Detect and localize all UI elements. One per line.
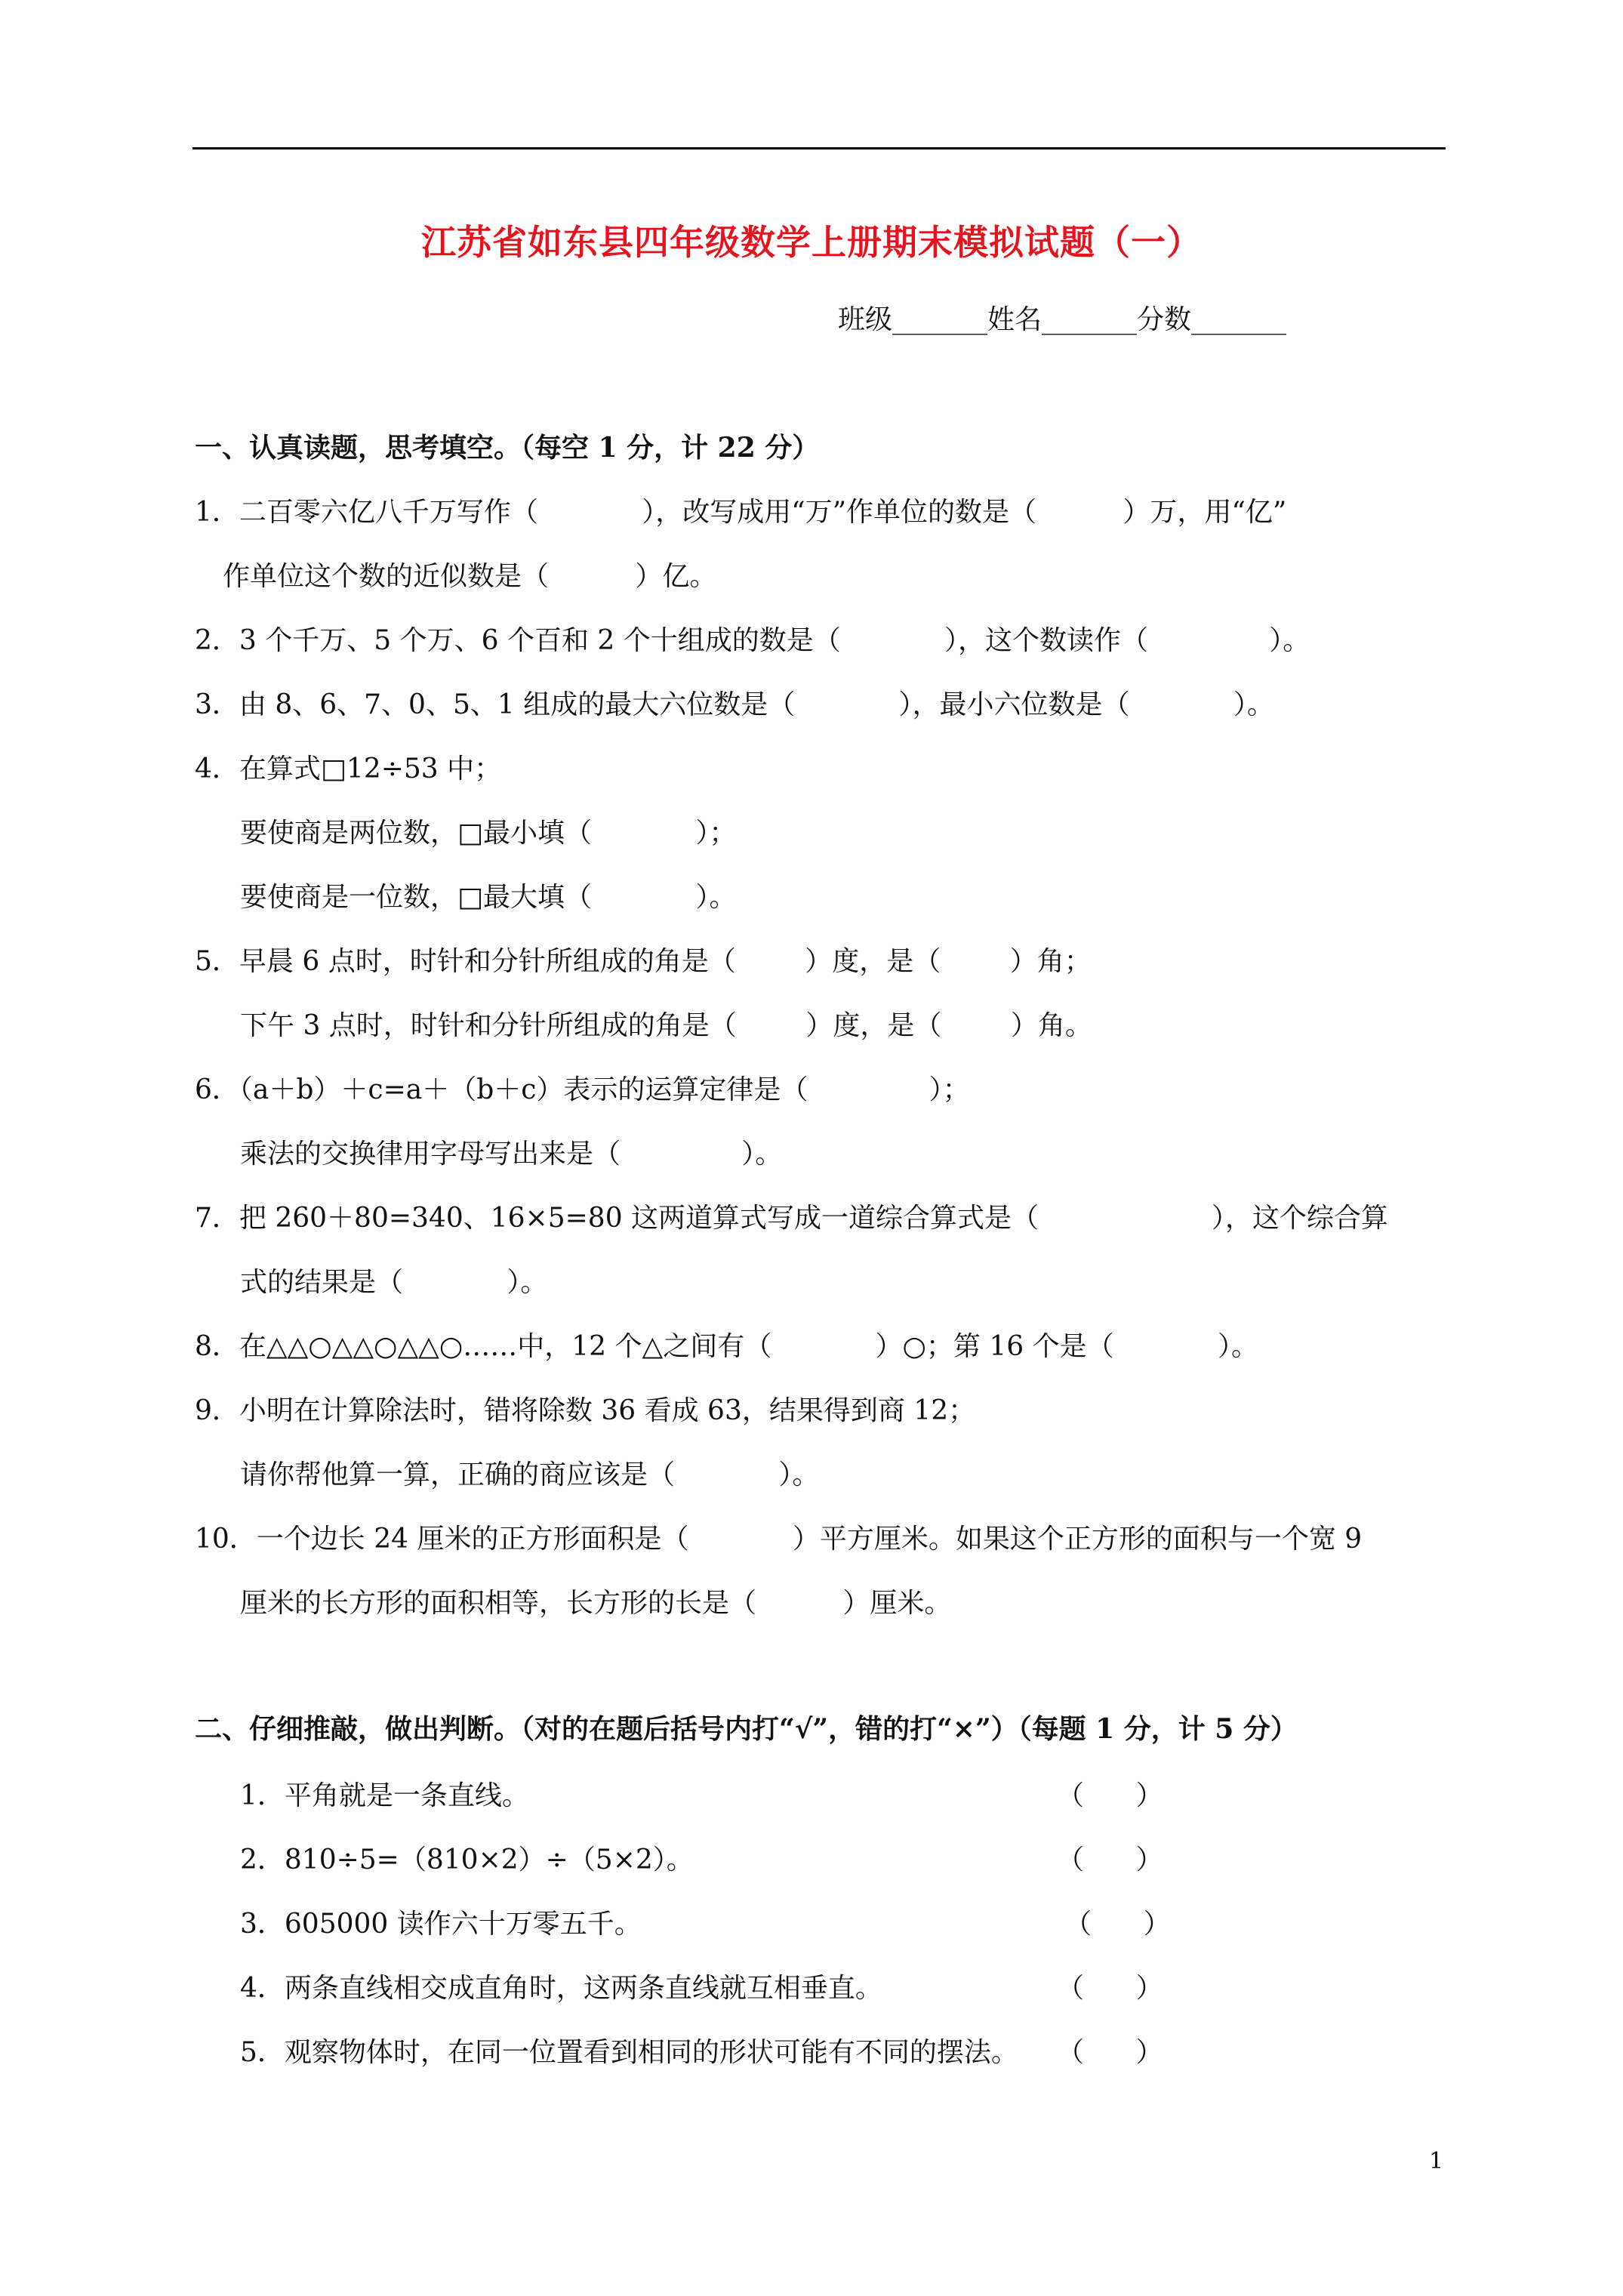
question-9-line-1: 9．小明在计算除法时，错将除数 36 看成 63，结果得到商 12； — [195, 1395, 976, 1426]
judgment-bracket-3: （ ） — [1064, 1909, 1171, 1940]
question-7-line-2: 式的结果是（ ）。 — [240, 1267, 548, 1298]
question-10-line-2: 厘米的长方形的面积相等，长方形的长是（ ）厘米。 — [240, 1588, 952, 1619]
student-info-line: 班级_______姓名_______分数_______ — [838, 304, 1287, 335]
question-9-line-2: 请你帮他算一算，正确的商应该是（ ）。 — [240, 1459, 820, 1490]
question-3: 3．由 8、6、7、0、5、1 组成的最大六位数是（ ），最小六位数是（ ）。 — [195, 689, 1274, 720]
header-rule — [192, 147, 1446, 149]
question-7-line-1: 7．把 260＋80=340、16×5=80 这两道算式写成一道综合算式是（ ），这个综合算 — [195, 1203, 1388, 1234]
question-4-sub-2: 要使商是一位数，□最大填（ ）。 — [240, 882, 737, 913]
question-4: 4．在算式□12÷53 中； — [195, 754, 502, 784]
page-number: 1 — [1429, 2148, 1444, 2174]
judgment-item-4: 4．两条直线相交成直角时，这两条直线就互相垂直。 — [240, 1973, 882, 2004]
question-4-sub-1: 要使商是两位数，□最小填（ ）； — [240, 818, 737, 849]
question-5-line-1: 5．早晨 6 点时，时针和分针所组成的角是（ ）度，是（ ）角； — [195, 946, 1092, 977]
question-5-line-2: 下午 3 点时，时针和分针所组成的角是（ ）度，是（ ）角。 — [240, 1010, 1092, 1041]
question-6-line-1: 6．（a＋b）＋c=a＋（b＋c）表示的运算定律是（ ）； — [195, 1074, 970, 1105]
judgment-item-2: 2．810÷5=（810×2）÷（5×2）。 — [240, 1845, 694, 1875]
judgment-bracket-5: （ ） — [1057, 2037, 1163, 2068]
judgment-bracket-2: （ ） — [1057, 1845, 1163, 1875]
question-2: 2．3 个千万、5 个万、6 个百和 2 个十组成的数是（ ），这个数读作（ ）。 — [195, 625, 1310, 656]
question-6-line-2: 乘法的交换律用字母写出来是（ ）。 — [240, 1139, 783, 1170]
judgment-bracket-4: （ ） — [1057, 1973, 1163, 2004]
judgment-item-1: 1．平角就是一条直线。 — [240, 1780, 529, 1811]
question-1-line-2: 作单位这个数的近似数是（ ）亿。 — [223, 561, 717, 592]
section-2-heading: 二、仔细推敲，做出判断。（对的在题后括号内打“√”，错的打“×”）（每题 1 分，计 5 分） — [195, 1713, 1298, 1745]
judgment-bracket-1: （ ） — [1057, 1780, 1163, 1811]
section-1-heading: 一、认真读题，思考填空。（每空 1 分，计 22 分） — [195, 432, 820, 464]
judgment-item-3: 3．605000 读作六十万零五千。 — [240, 1909, 642, 1940]
question-8: 8．在△△○△△○△△○……中，12 个△之间有（ ）○；第 16 个是（ ）。 — [195, 1331, 1258, 1362]
question-1-line-1: 1．二百零六亿八千万写作（ ），改写成用“万”作单位的数是（ ）万，用“亿” — [195, 497, 1287, 528]
page-title: 江苏省如东县四年级数学上册期末模拟试题（一） — [421, 222, 1202, 263]
question-10-line-1: 10．一个边长 24 厘米的正方形面积是（ ）平方厘米。如果这个正方形的面积与一个宽 9 — [195, 1524, 1363, 1555]
judgment-item-5: 5．观察物体时，在同一位置看到相同的形状可能有不同的摆法。 — [240, 2037, 1018, 2068]
